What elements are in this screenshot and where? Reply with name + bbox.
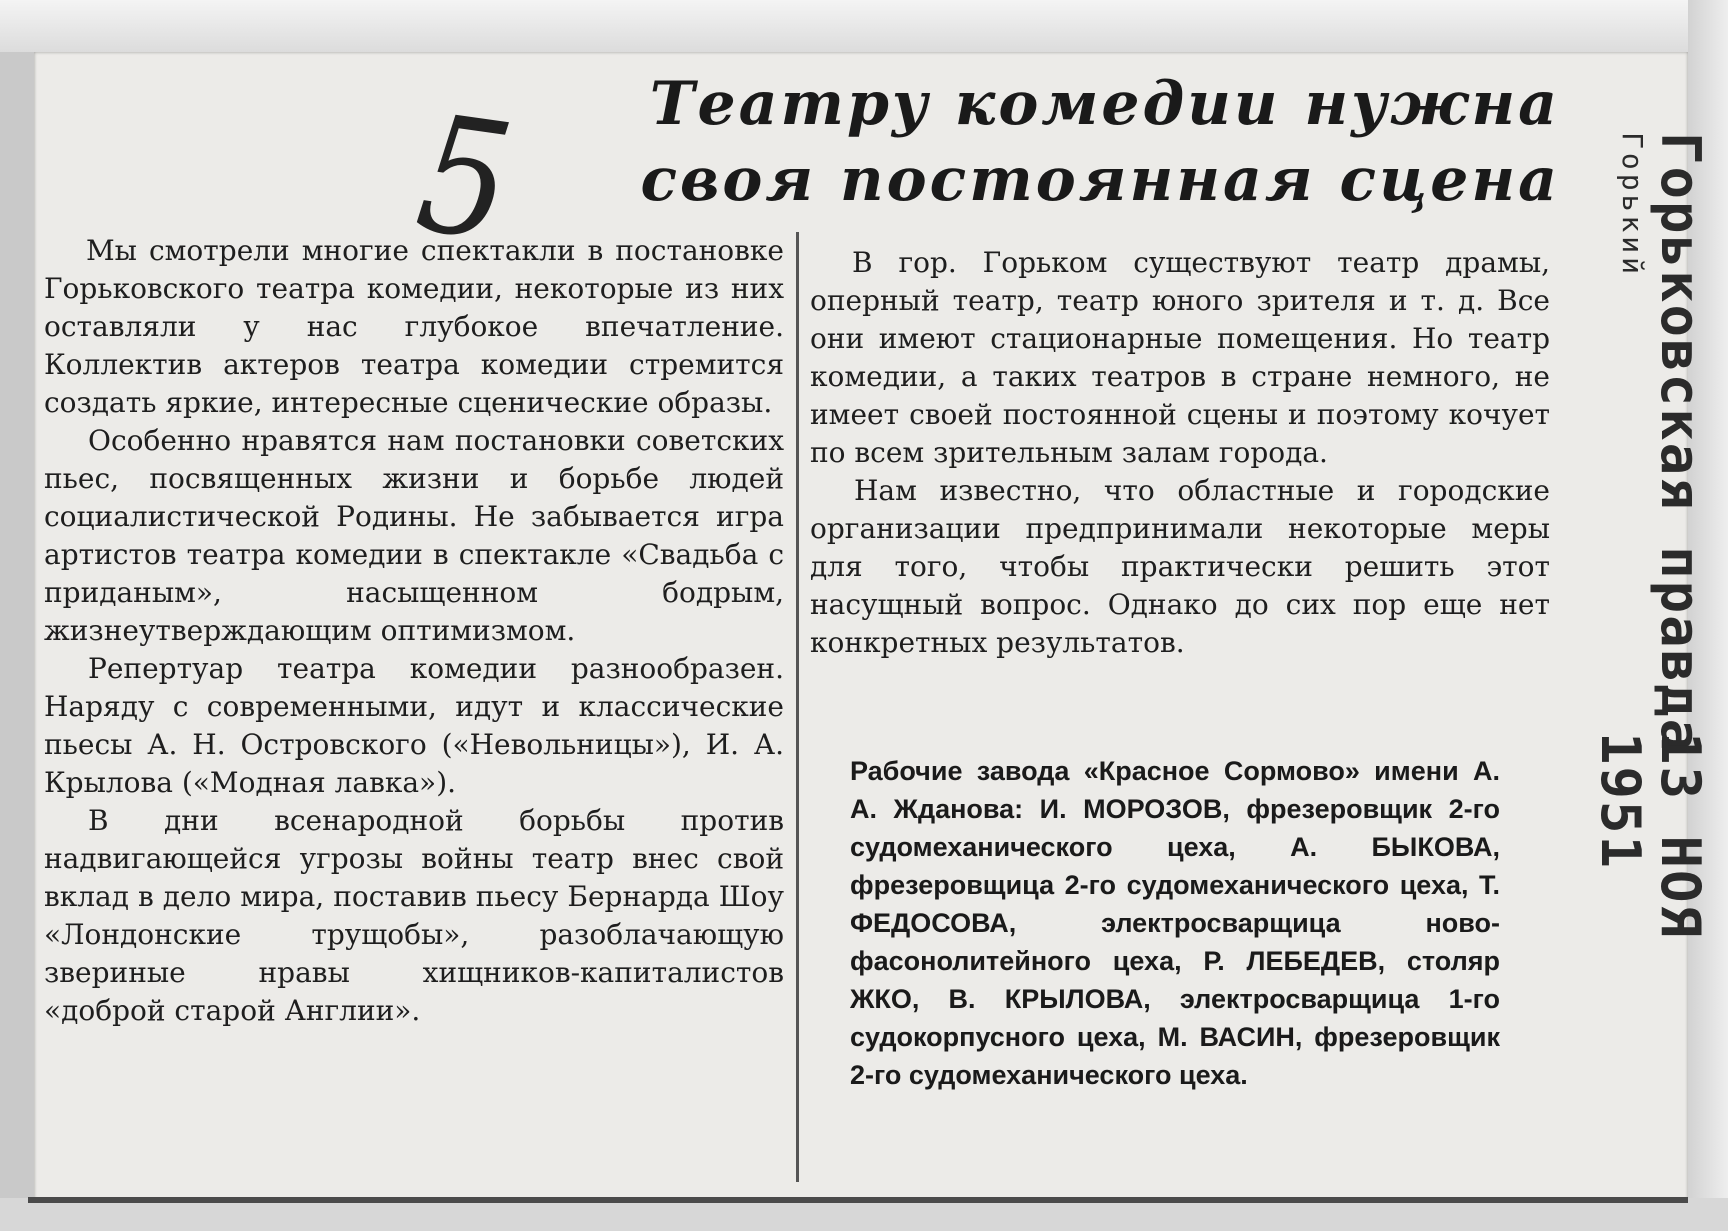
paragraph: В дни всенародной борьбы против надвигающейся угрозы войны театр внес свой вклад в дело мира, поставив пьесу Бернарда Шоу «Лондонские трущобы», разоблачающую звериные нравы хищников-капиталистов «доброй старой Англии». [44, 804, 784, 1027]
article-signature: Рабочие завода «Красное Сормово» имени А. А. Жданова: И. МОРОЗОВ, фрезеровщик 2-го судомеханического цеха, А. БЫКОВА, фрезеровщица 2-го судомеханического цеха, Т. ФЕДОСОВА, электросварщица ново-фасонолитейного цеха, Р. ЛЕБЕДЕВ, столяр ЖКО, В. КРЫЛОВА, электросварщица 1-го судокорпусного цеха, М. ВАСИН, фрезеровщик 2-го судомеханического цеха. [850, 756, 1500, 1090]
paragraph: Нам известно, что областные и городские организации предпринимали некоторые меры для того, чтобы практически решить этот насущный вопрос. Однако до сих пор еще нет конкретных результатов. [810, 474, 1550, 659]
paragraph: В гор. Горьком существуют театр драмы, оперный театр, театр юного зрителя и т. д. Все они имеют стационарные помещения. Но театр комедии, а таких театров в стране немного, не имеет своей постоянной сцены и поэтому кочует по всем зрительным залам города. [810, 246, 1550, 469]
handwritten-page-number: 5 [407, 80, 522, 279]
paragraph: Репертуар театра комедии разнообразен. Наряду с современными, идут и классические пьесы А. Н. Островского («Невольницы»), И. А. Крылова («Модная лавка»). [44, 652, 784, 799]
paragraph: Особенно нравятся нам постановки советских пьес, посвященных жизни и борьбе людей социалистической Родины. Не забывается игра артистов театра комедии в спектакле «Свадьба с приданым», насыщенном бодрым, жизнеутверждающим оптимизмом. [44, 424, 784, 647]
stamp-date: 13 НОЯ 1951 [1589, 732, 1712, 940]
stamp-rotated-text [1590, 132, 1710, 1062]
scan-background-top [0, 0, 1728, 52]
article-left-column [44, 232, 784, 1030]
clipping-bottom-edge [28, 1197, 1688, 1203]
stamp-city: Горький [1616, 132, 1649, 279]
column-divider [796, 232, 799, 1182]
article-headline [640, 66, 1560, 218]
newspaper-date-stamp [1590, 132, 1710, 1062]
paragraph: Мы смотрели многие спектакли в постановке Горьковского театра комедии, некоторые из них оставляли у нас глубокое впечатление. Коллектив актеров театра комедии стремится создать яркие, интересные сценические образы. [44, 234, 784, 419]
stamp-newspaper-name: Горьковская правда [1649, 132, 1712, 754]
article-right-column [810, 244, 1550, 662]
headline-line-1: Театру комедии нужна [649, 69, 1560, 139]
headline-line-2: своя постоянная сцена [640, 145, 1560, 215]
